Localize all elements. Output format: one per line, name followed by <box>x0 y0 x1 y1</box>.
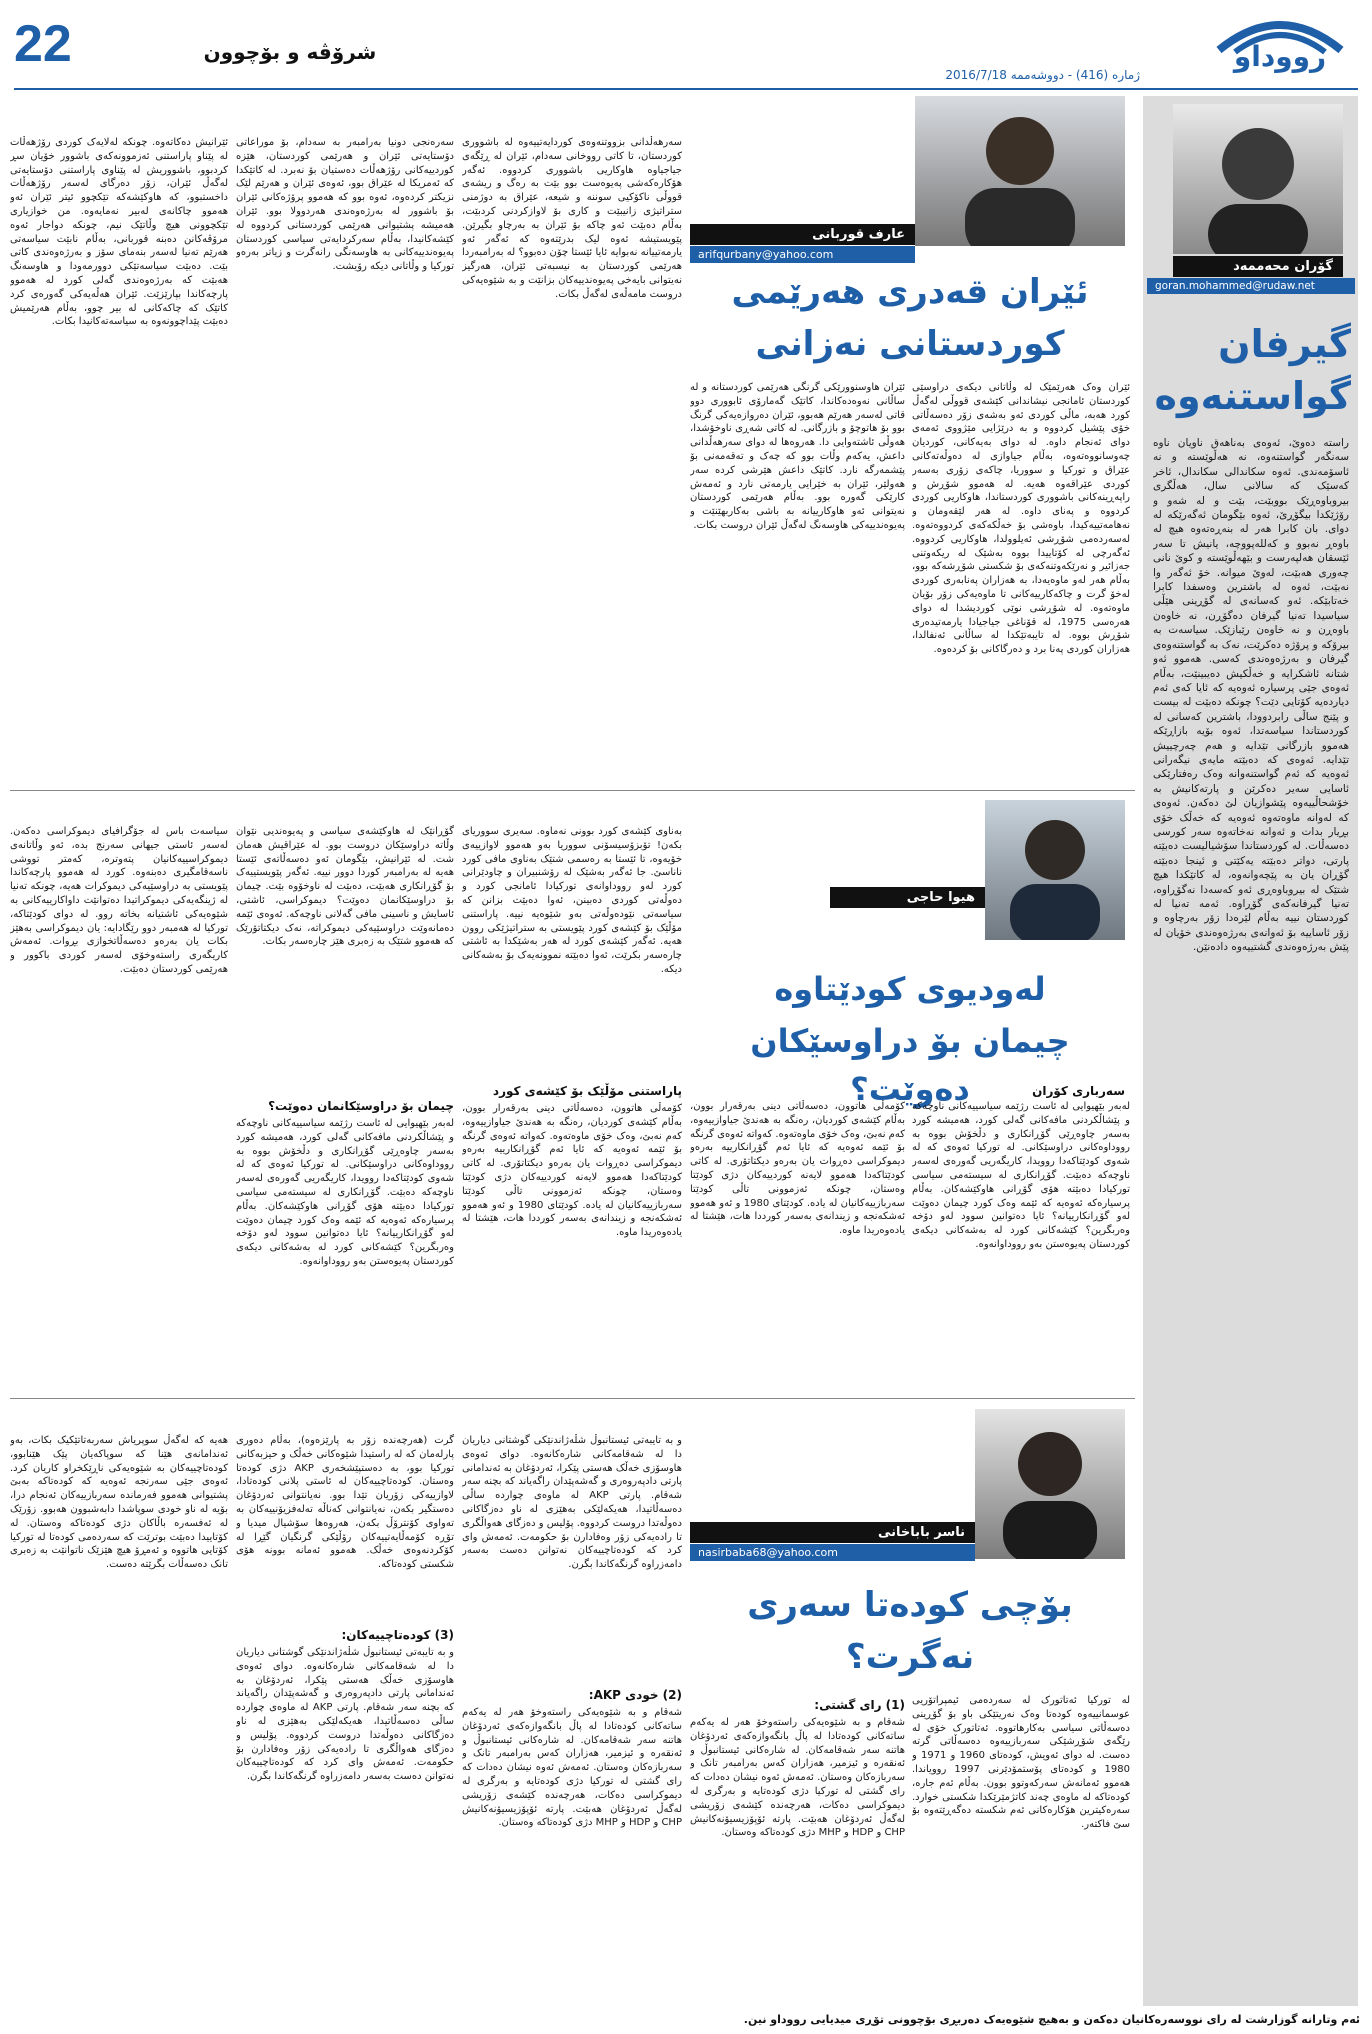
article1-title-line1: ئێران قەدری ھەرێمی <box>731 272 1089 312</box>
section-title: شرۆڤە و بۆچوون <box>203 40 377 64</box>
article2-title-line2: چیمان بۆ دراوسێکان دەوێت؟ <box>750 1022 1070 1108</box>
article2-col5: سیاسەت باس لە جۆگرافیای دیموکراسی دەکەن. لەسەر ئاستی جیھانی سەرنج بدە، ئەو وڵاتانەی دیموکراسییەکانیان پتەوترە، کەمتر تووشی ناسەقامگیری دەبنەوە. کورد لە ھەموو پارچەکاندا پێویستی بە دراوسێیەکی دیموکرات ھەیە، چونکە تەنیا لە ژینگەیەکی دیموکراتیدا دەتوانێت داواکارییەکانی بە شێوەیەکی ئاشتیانە بخاتە روو. لە دوای کودێتاکە، تورکیا لە ھەمبەر دوو رێگادایە: یان دیموکراسی بەھێز بکات یان بەرەو دەسەڵاتخوازی بڕوات. ئەمەش کاریگەری راستەوخۆی لەسەر کوردی باکوور و ھەرێمی کوردستان دەبێت. <box>10 826 228 975</box>
article1-col1: ئێران وەک ھەرێمێک لە وڵاتانی دیکەی دراوسێی کوردستان ئامانجی نیشاندانی کێشەی قووڵی لەگەڵ کورد ھەبە، ماڵی کوردی ئەو بەشەی زۆر دەسەڵاتی خۆی پێشیل کردووە و بە درێژایی مێژووی ئەمەی دوای ئەنجام داوە. لە دوای بەیەکانی، کوردیان چەوسانووەتەوە، بەڵام جیاوازی لە دەوڵەتەکانی عێراق و تورکیا و سووریا، چاکەی زۆری بەسەر کوردی عێراقەوە ھەیە. لە ھەموو شۆڕش و راپەڕینەکانی باشووری کوردستاندا، ھاوکاریی کوردی کردووە و پەنای داوە. لە ھەر لێقەومان و نەھامەتییەکیدا، باوەشی بۆ خەڵکەکەی کردووەتەوە. لەسەردەمی شۆڕشی ئەیلوولدا، ھاوکاریی کردووە. ئەگەرچی لە کۆتاییدا بووە بەشێک لە ریکەوتنی جەزائیر و نەرێکەوتنەکەی بۆ شکستی شۆڕشەکە بوو، بەڵام ھەر لەو ماوەیەدا، بە ھەزاران پەنابەری کوردی لەخۆ گرت و چاکەکارییەکانی تا ماوەیەکی زۆر بۆیان ماوەتەوە. لە شۆڕشی نوێی کوردیشدا لە دوای ھەرەسی 1975، لە قۆناغی جیاجیادا یارمەتیدەری شۆڕش بووە. لە تایبەتێکدا لە ساڵانی ئەنفالدا، ھەزاران کوردی پەنا برد و دەرگاکانی بۆ کردەوە. <box>912 382 1130 656</box>
article3-col1-wrap <box>912 1694 1130 1984</box>
header-rule <box>14 88 1358 90</box>
article3-title-line1: بۆچی کودەتا سەری <box>747 1585 1073 1625</box>
article3-col4b: و بە تایبەتی ئیستانبوڵ شڵەژاندنێکی گوشتانی دیاریان دا لە شەقامەکانی شارەکانەوە. دوای ئەوەی ھاوسۆزی خەڵک ھەستی پێکرا، ئەردۆغان بە ئەندامانی پارتی دادپەروەری و گەشەپێدان راگەیاند کە بچنە سەر شەقام. پارتی AKP لە ماوەی چواردە ساڵی دەسەڵاتیدا، ھەیکەلێکی بەھێزی لە ناو دەزگاکانی دەوڵەتدا دروست کردووە. پۆلیس و دەزگای ھەواڵگری تا رادەیەکی زۆر وەفادارن بۆ حکومەت. ئەمەش وای کرد کە کودەتاچییەکان نەتوانن دەست بەسەر دامەزراوە گرنگەکاندا بگرن. <box>236 1647 454 1783</box>
article2-col4a: گۆڕانێک لە ھاوکێشەی سیاسی و پەیوەندیی نێوان وڵاتە دراوسێکان دروست بوو. لە عێراقیش ھەمان شت. لە ئێرانیش، بێگومان ئەو دەسەڵاتەی ئێستا ھەیە لە بەرامبەر کوردا دوور نییە. ئەگەر پێویستییەک بۆ گۆڕانکاری ھەبێت، دەبێت لە ناوخۆوە بێت. چیمان بۆ دراوسێکانمان دەوێت؟ دیموکراسی، ئاشتی، ئاسایش و ناسینی مافی گەلانی ناوچەکە. ئەوەی ئێمە دەمانەوێت دراوسێیەکی دیموکراتە، نەک دیکتاتۆرێک کە ھەموو شتێک بە زەبری ھێز چارەسەر بکات. <box>236 826 454 948</box>
portrait-silhouette-icon <box>985 800 1125 940</box>
article3-col1: لە تورکیا ئەتاتورک لە سەردەمی ئیمپراتۆریی عوسمانییەوە کودەتا وەک نەریتێکی باو بۆ گۆڕینی دەسەڵاتی سیاسی بەکارھاتووە. ئەتاتورک خۆی لە رێگەی شۆڕشێکی سەربازییەوە دەسەڵاتی گرتە دەست. لە دوای ئەویش، کودەتای 1960 و 1971 و 1980 و کودەتای پۆستمۆدێرنی 1997 روویاندا. ھەموو ئەمانەش سەرکەوتوو بوون. بەڵام ئەم جارە، کودەتاکە لە ماوەی چەند کاتژمێرێکدا شکستی خوارد. سەرەکیترین ھۆکارەکانی ئەم شکستە دەگەڕێتەوە بۆ سێ فاکتەر. <box>912 1695 1130 1831</box>
sidebar-author-name: گۆران محەممەد <box>1173 256 1343 277</box>
article-why-coup-failed <box>0 1404 1140 2004</box>
article3-col3-wrap <box>462 1434 682 1984</box>
author-photo-nasir <box>975 1409 1125 1559</box>
article3-author-name: ناسر باباخانی <box>690 1522 975 1543</box>
article2-subheading-2: چیمان بۆ دراوسێکانمان دەوێت؟ <box>268 1099 454 1113</box>
article2-title-line1: لەودیوی کودێتاوە <box>774 970 1046 1008</box>
footer-disclaimer: ئەم وتارانە گوزارشت لە رای نووسەرەکانیان دەکەن و بەھیچ شێوەیەک دەربڕی بۆچوونی تۆڕی میدیایی رووداو نین. <box>743 2013 1360 2026</box>
portrait-silhouette-icon <box>1173 104 1343 254</box>
article2-col3: بەناوی کێشەی کورد بوونی نەماوە. سەیری سووریای بکەن! تۆبزۆسیسۆنی سووریا بەو ھەموو لاوازییەی خۆیەوە، تا ئێستا بە رەسمی شتێک بەناوی مافی کورد ناناسێ. جا ئەگەر بەشێک لە رۆشنبیران و چاودێرانی کورد لەو رووداوانەی تورکیادا ئامانجی کورد و دەوڵەتی کوردی دەبینن، ئەوا دەبێت بزانن کە سیاسەتی نێودەوڵەتی بەو شێوەیە نییە. پاراستنی مۆڵێک بۆ کێشەی کورد پێویستی بە ستراتیژێکی روون ھەیە. ئەگەر کێشەی کورد لە ھەر بەشێکدا بە ئاشتی چارەسەر بکرێت، ئەوا دەبێتە نموونەیەک بۆ بەشەکانی دیکە. <box>462 826 682 975</box>
article2-col3-wrap <box>462 825 682 1390</box>
article-coup-neighbours <box>0 795 1140 1395</box>
article3-col5: ھەیە کە لەگەڵ سوپریاش سەربەتاتێکیک بکات، بەو ئەندامانەی ھێنا کە سوپاکەیان پێک ھێنابوو، کودەتاچییەکان بە شێوەیەکی ناڕێکخراو کاریان کرد. ئەوەی جێی سەرنجە ئەوەیە کە کودەتاکە بەبێ پشتیوانی ھەموو فەرماندە سەربازییەکان ئەنجام درا، بۆیە لە ناو خودی سوپاشدا دابەشبوون ھەبوو. زۆرێک لە ئەفسەرە باڵاکان دژی کودەتاکە وەستان. لە کۆتاییدا دەبێت بوترێت کە سەردەمی کودەتا لە تورکیا کۆتایی ھاتووە و ئەمڕۆ ھیچ ھێزێک ناتوانێت بە زەبری تانک دەسەڵات بگرێتە دەست. <box>10 1435 228 1571</box>
author-photo-arif <box>915 96 1125 246</box>
article2-subheading-1: پاراستنی مۆڵێک بۆ کێشەی کورد <box>492 1084 682 1098</box>
article-divider <box>10 790 1135 791</box>
author-photo <box>1173 104 1343 254</box>
sidebar-author-email[interactable]: goran.mohammed@rudaw.net <box>1147 278 1355 294</box>
article1-col2: ئێران ھاوسنوورێکی گرنگی ھەرێمی کوردستانە و لە ساڵانی نەوەدەکاندا، کاتێک گەمارۆی ئابووری دوو قاتی لەسەر ھەرێم ھەبوو، ئێران دەروازەیەکی گرنگ بوو بۆ ھاتوچۆ و بازرگانی. لە کاتی شەڕی ناوخۆشدا، ھەوڵی ئاشتەوایی دا. ھەروەھا لە دوای سەرھەڵدانی داعش، یەکەم وڵات بوو کە چەک و تەقەمەنی بۆ پێشمەرگە نارد. کاتێک داعش ھێرشی کردە سەر ھەولێر، ئێران بە خێرایی یارمەتی نارد و ئەمەش کارێکی گەورە بوو. بەڵام ھەرێمی کوردستان نەیتوانی ئەو ھاوکارییانە بە باشی بەکاربھێنێت و پەیوەندییەکی ھاوسەنگ لەگەڵ ئێران دروست بکات. <box>690 382 905 531</box>
article2-col3-cont: کۆمەڵی ھاتوون، دەسەڵاتی دینی بەرقەرار بوون، بەڵام کێشەی کوردیان، رەنگە بە ھەندێ جیاوازییەوە، کەم نەبێ، وەک خۆی ماوەتەوە. کەواتە ئەوەی گرنگە بۆ ئێمە ئەوەیە کە ئایا ئەم گۆڕانکارییە بەرەو دیموکراسی دەڕوات یان بەرەو دیکتاتۆری. لە کاتی کودێتاکەدا ھەموو لایەنە کوردییەکان دژی کودێتا وەستان، چونکە ئەزموونی تاڵی کودێتا سەربازییەکانیان لە یادە. کودێتای 1980 و ئەو ھەموو ئەشکەنجە و زیندانەی بەسەر کورددا ھات، ھێشتا لە یادەوەریدا ماوە. <box>462 1103 682 1239</box>
article1-title-line2: کوردستانی نەزانی <box>755 324 1065 364</box>
author-photo-hiwa <box>985 800 1125 940</box>
article2-col1: لەبەر بێھیوایی لە ئاست رژێمە سیاسییەکانی ناوچەکە و پێشاڵکردنی مافەکانی گەلی کورد، ھەمیشە کورد بەسەر چاوەڕێی گۆڕانکاری و دڵخۆش بووە بە رووداوەکانی دراوسێکانی. لە تورکیا ئەوەی کە لە شەوی کودێتاکەدا روویدا، کاریگەریی گەورەی لەسەر ناوچەکە دەبێت. گۆڕانکاری لە سیستەمی سیاسی تورکیادا دەبێتە ھۆی گۆڕانی ھاوکێشەکان. بەڵام پرسیارەکە ئەوەیە کە ئێمە وەک کورد چیمان دەوێت لەو گۆڕانکارییانە؟ ئایا دەتوانین سوود لەو دۆخە وەربگرین؟ کێشەکانی کورد لە بەشەکانی دیکەی کوردستان پەیوەستن بەو رووداوانەوە. <box>912 1101 1130 1250</box>
issue-line: ژمارە (416) - دووشەممە 2016/7/18 <box>945 68 1140 82</box>
article3-subheading-1: (1) رای گشتی: <box>814 1698 905 1712</box>
article3-col2: شەقام و بە شێوەیەکی راستەوخۆ ھەر لە یەکەم ساتەکانی کودەتادا لە پاڵ بانگەوازەکەی ئەردۆغان ھاتنە سەر شەقامەکان. لە شارەکانی ئیستانبوڵ و ئەنقەرە و ئیزمیر، ھەزاران کەس بەرامبەر تانک و سەربازەکان وەستان. ئەمەش ئەوە نیشان دەدات کە رای گشتی لە تورکیا دژی کودەتایە و بەرگری لە دیموکراسی دەکات، ھەرچەندە کێشەی زۆریشی لەگەڵ ئەردۆغان ھەبێت. پارتە ئۆپۆزیسیۆنەکانیش CHP و HDP و MHP دژی کودەتاکە وەستان. <box>690 1717 905 1839</box>
sidebar-title: گیرفان گواستنەوە <box>1154 322 1351 418</box>
article3-col4-wrap <box>236 1434 454 1984</box>
article3-col2-wrap <box>690 1694 905 1984</box>
portrait-silhouette-icon <box>915 96 1125 246</box>
article2-author-name: هیوا حاجی <box>830 887 985 908</box>
article3-title-line2: نەگرت؟ <box>845 1637 975 1677</box>
article3-author-email[interactable]: nasirbaba68@yahoo.com <box>690 1544 975 1561</box>
masthead <box>0 0 1372 95</box>
article1-col4: سەرەنجی دونیا بەرامبەر بە سەدام، بۆ موراعاتی دۆستایەتی ئێران و ھەرێمی کوردستان، ھێزە کوردییەکانی رۆژھەڵات دەستیان بۆ نەبرد. لە کاتێکدا کە ئەمریکا لە عێراق بوو، ئەوەی ئێران و ھەرێم لێک نزیکتر کردەوە، ئەوە بوو کە ھەموو پرۆژەکانی ئێران بۆ باشوور لە بەرژەوەندی ھەردوولا بوو. ئێران ھەمیشە پشتیوانی ھەرێمی کوردستانی کردووە لە کێشەکانیدا، بەڵام سەرکردایەتی سیاسی کوردستان پەیوەندییەکانی بە ھاوسەنگی رانەگرت و زیاتر بەرەو تورکیا و وڵاتانی دیکە رۆیشت. <box>236 137 454 273</box>
article2-byline: سەرباری کۆران <box>1032 1084 1125 1098</box>
sidebar-column <box>1143 96 1358 2006</box>
article3-col3: و بە تایبەتی ئیستانبوڵ شڵەژاندنێکی گوشتانی دیاریان دا لە شەقامەکانی شارەکانەوە. دوای ئەوەی ھاوسۆزی خەڵک ھەستی پێکرا، ئەردۆغان بە ئەندامانی پارتی دادپەروەری و گەشەپێدان راگەیاند کە بچنە سەر شەقام. پارتی AKP لە ماوەی چواردە ساڵی دەسەڵاتیدا، ھەیکەلێکی بەھێزی لە ناو دەزگاکانی دەوڵەتدا دروست کردووە. پۆلیس و دەزگای ھەواڵگری تا رادەیەکی زۆر وەفادارن بۆ حکومەت. ئەمەش وای کرد کە کودەتاچییەکان نەتوانن دەست بەسەر دامەزراوە گرنگەکاندا بگرن. <box>462 1435 682 1571</box>
article2-col2: کۆمەڵی ھاتوون، دەسەڵاتی دینی بەرقەرار بوون، بەڵام کێشەی کوردیان، رەنگە بە ھەندێ جیاوازییەوە، کەم نەبێ، وەک خۆی ماوەتەوە. کەواتە ئەوەی گرنگە بۆ ئێمە ئەوەیە کە ئایا ئەم گۆڕانکارییە بەرەو دیموکراسی دەڕوات یان بەرەو دیکتاتۆری. لە کاتی کودێتاکەدا ھەموو لایەنە کوردییەکان دژی کودێتا وەستان، چونکە ئەزموونی تاڵی کودێتا سەربازییەکانیان لە یادە. کودێتای 1980 و ئەو ھەموو ئەشکەنجە و زیندانەی بەسەر کورددا ھات، ھێشتا لە یادەوەریدا ماوە. <box>690 1101 905 1237</box>
article1-author-email[interactable]: arifqurbany@yahoo.com <box>690 246 915 263</box>
portrait-silhouette-icon <box>975 1409 1125 1559</box>
article3-col3-cont: شەقام و بە شێوەیەکی راستەوخۆ ھەر لە یەکەم ساتەکانی کودەتادا لە پاڵ بانگەوازەکەی ئەردۆغان ھاتنە سەر شەقامەکان. لە شارەکانی ئیستانبوڵ و ئەنقەرە و ئیزمیر، ھەزاران کەس بەرامبەر تانک و سەربازەکان وەستان. ئەمەش ئەوە نیشان دەدات کە رای گشتی لە تورکیا دژی کودەتایە و بەرگری لە دیموکراسی دەکات، ھەرچەندە کێشەی زۆریشی لەگەڵ ئەردۆغان ھەبێت. پارتە ئۆپۆزیسیۆنەکانیش CHP و HDP و MHP دژی کودەتاکە وەستان. <box>462 1707 682 1829</box>
article3-col4a: گرت (ھەرچەندە زۆر بە پارێزەوە)، بەڵام دەوری پارلەمان کە لە راستیدا شێوەکانی خەڵک و حیزبەکانی تورکیا بوو، بە دەستپێشخەری AKP دژی کودەتا وەستان. کودەتاچییەکان لە ئاستی پلانی کودەتادا، لاوازییەکی زۆریان تێدا بوو. نەیانتوانی ئەردۆغان دەستگیر بکەن، نەیانتوانی کەناڵە تەلەفزیۆنییەکان بە تەواوی کۆنترۆڵ بکەن، ھەروەھا سۆشیال میدیا و تۆڕە کۆمەڵایەتییەکان رۆڵێکی گرنگیان گێڕا لە کۆکردنەوەی خەڵک. ھەموو ئەمانە بوونە ھۆی شکستی کودەتاکە. <box>236 1435 454 1571</box>
article2-col4-wrap <box>236 825 454 1390</box>
article1-col5: ئێرانیش دەکاتەوە. چونکە لەلایەک کوردی رۆژھەڵات لە پێناو پاراستنی ئەزموونەکەی باشوور خۆیان سڕ کردبوو، باشووریش لە پێناوی پاراستنی دۆستایەتی لەگەڵ ئێران، زۆر دەرگای لەسەر رۆژھەڵات داخستبوو، کە ھاوکێشەکە تێکچوو ئیتر ئێران ئەو ھەموو چاکانەی لەبیر نەمایەوە. من خوازیاری تێکچوونی ھیچ وڵاتێک نیم، چونکە دواجار ئەوە مرۆڤەکانن دەبنە قوربانی، بەڵام نابێت سیاسەتی ھەرێم تەنیا لەسەر بنەمای سۆز و بەرژەوەندی کاتی بێت. دەبێت سیاسەتێکی دوورمەودا و ھاوسەنگ ھەبێت کە بەرژەوەندی گەلی کورد لە ھەموو پارچەکاندا بپارێزێت. ئێران ھەڵەیەکی گەورەی کرد کاتێک کە چاکەکانی لە بیر چوو، بەڵام ھەرێمیش دەبێت پێداچوونەوە بە سیاسەتەکانیدا بکات. <box>10 137 228 328</box>
page-number: 22 <box>14 15 72 73</box>
article1-author-name: عارف قوربانی <box>690 224 915 245</box>
logo-text: رووداو <box>1233 40 1327 73</box>
sidebar-body: راستە دەوێ، ئەوەی بەناھەق ناویان ناوە سەنگەر گواستنەوە، نە ھەڵوێستە و نە ئاسۆمەندی. ئەوە سکاندالی سکاندال، ئاخر کەسێک کە سالانی سال، ھەڵگری بیروباوەڕێک بووبێت، بێت و لە شەو و رۆژێکدا بیگۆڕێ، ئەوە بێگومان ئەگەرێکە لە دوای. بان کابرا ھەر لە بنەڕەتەوە ھیچ لە باوەڕ نەبوو و کەللەپووچە، یانیش تا سەر ئێسقان ھەلپەرست و بێھەڵوێستە و کوێ نانی چەوری ھەبێت، لەوێ میوانە. خۆ ئەگەر وا نەبێت، ئەوە لە باشترین وەسفدا کابرا خەتابێکە. ئەو کەسانەی لە گۆڕینی ھێڵی سیاسیدا تەنیا گیرفان دەگۆڕن، نە خاوەن باوەڕن و نە خاوەن رێبازێک. سیاسەت بە بیرۆکە و پرۆژە دەکرێت، نەک بە گواستنەوەی گیرفان و بەرژەوەندی کەسی. ھەموو ئەو شتانە ئاشکرایە و خەڵکیش دەیبینێت، بەڵام ئەوەی جێی پرسیارە ئەوەیە کە ئایا کەی ئەم دیاردەیە کۆتایی دێت؟ چونکە دەبێت لە بیست و پێنج ساڵی رابردوودا، باشترین کەسانی لە کوردستاندا سیاسەتدا، ئەوە بۆیە بازاڕێکە ھەموو بازرگانی تێدایە و ھەم چەرچییش تێدایە. ئەوەی کە دەبێتە مایەی نیگەرانی ئەوەیە کە ئەم گواستنەوانە وەک رەفتارێکی ئاسایی سەیر دەکرێن و پارتەکانیش بە خۆشحاڵییەوە پێشوازیان لێ دەکەن. ئەوەی کە لەوانە ماوەتەوە ئەوەیە کە خەڵک خۆی بڕیار بدات و ئەوانە نەخاتەوە سەر کورسی دەسەڵات. لە کوردستاندا سۆشیالیست دەبێتە پارتی، دواتر دەبێتە یەکێتی و ئینجا دەبێتە گۆڕان یان بە پێچەوانەوە، لە کاتێکدا ھیچ شتێک لە بیروباوەڕی ئەو کەسەدا نەگۆڕاوە، تەنیا گیرفانەکەی گۆڕاوە. ئەمە تەنیا لە کوردستان نییە بەڵام لێرەدا زۆر بەرچاوە و زۆر ئاساییە بۆ ئەوانەی بەرژەوەندی خۆیان لە پێش بەرژەوەندی گشتییەوە دادەنێن. <box>1153 437 1349 954</box>
logo <box>1205 10 1355 80</box>
article1-col3: سەرھەڵدانی بزووتنەوەی کوردایەتییەوە لە باشووری کوردستان، تا کاتی رووخانی سەدام، ئێران لە ڕێگەی جیاجیاوە ھاوکاریی باشووری کردووە. ئەگەر ھۆکارەکەشی پەیوەست بوو بێت بە رەگ و ریشەی قووڵی ناکۆکیی سوننە و شیعە، عێراق بە دوژمنی ستراتیژی زانیبێت و کاری بۆ لاوازکردنی کردبێت، بەڵام دەبێت ئەو چاکە بۆ ئێران بە بەرچاو بگیرێن. پێویستیشە ئەوە لیک بدرێتەوە کە ئەگەر ئەو یارمەتییانە نەبوایە ئایا ئێستا چۆن دەبوو؟ لە بەرامبەردا ھەرێمی کوردستان بە نیسبەتی ئێران، ھەرگیز نەیتوانی بایەخی پەیوەندییەکان بزانێت و بە شێوەیەکی دروست مامەڵەی لەگەڵ بکات. <box>462 137 682 300</box>
article2-col4b: لەبەر بێھیوایی لە ئاست رژێمە سیاسییەکانی ناوچەکە و پێشاڵکردنی مافەکانی گەلی کورد، ھەمیشە کورد بەسەر چاوەڕێی گۆڕانکاری و دڵخۆش بووە بە رووداوەکانی دراوسێکانی. لە تورکیا ئەوەی کە لە شەوی کودێتاکەدا روویدا، کاریگەریی گەورەی لەسەر ناوچەکە دەبێت. گۆڕانکاری لە سیستەمی سیاسی تورکیادا دەبێتە ھۆی گۆڕانی ھاوکێشەکان. بەڵام پرسیارەکە ئەوەیە کە ئێمە وەک کورد چیمان دەوێت لەو گۆڕانکارییانە؟ ئایا دەتوانین سوود لەو دۆخە وەربگرین؟ کێشەکانی کورد لە بەشەکانی دیکەی کوردستان پەیوەستن بەو رووداوانەوە. <box>236 1118 454 1267</box>
article3-subheading-3: (3) کودەتاچییەکان: <box>341 1628 454 1642</box>
footer-bar <box>0 2010 1372 2034</box>
article-iran <box>0 96 1140 786</box>
article3-subheading-2: (2) خودی AKP: <box>588 1688 682 1702</box>
article-divider <box>10 1398 1135 1399</box>
